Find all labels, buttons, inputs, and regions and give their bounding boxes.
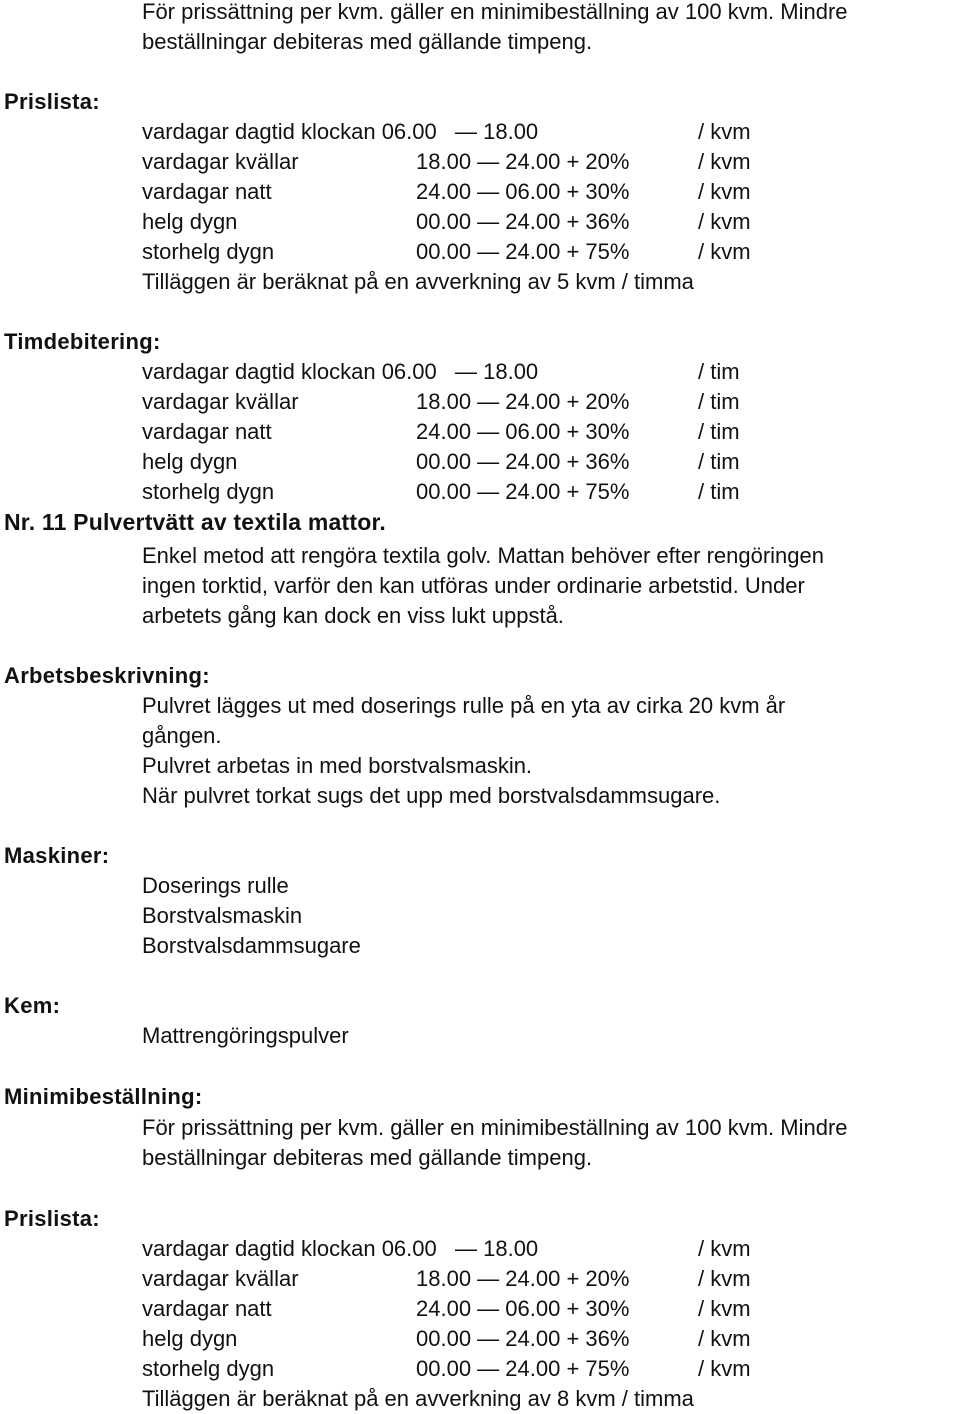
machine-item: Doserings rulle — [142, 873, 289, 898]
price-unit: / kvm — [698, 209, 751, 234]
hourly-time: 24.00 — 06.00 + 30% — [416, 419, 630, 444]
price-label: vardagar natt — [142, 1296, 272, 1321]
price-row — [0, 1354, 960, 1384]
intro-line: beställningar debiteras med gällande timpeng. — [142, 29, 593, 54]
hourly-unit: / tim — [698, 359, 740, 384]
price-label: vardagar kvällar — [142, 149, 299, 174]
kem-heading: Kem: — [4, 993, 61, 1018]
machine-item: Borstvalsmaskin — [142, 903, 303, 928]
work-description-line: Pulvret arbetas in med borstvalsmaskin. — [142, 753, 533, 778]
hourly-time: 00.00 — 24.00 + 75% — [416, 479, 630, 504]
price-label: vardagar dagtid klockan 06.00 — [142, 1236, 437, 1261]
price-unit: / kvm — [698, 1296, 751, 1321]
price-time: 24.00 — 06.00 + 30% — [416, 179, 630, 204]
prislista-heading: Prislista: — [4, 89, 100, 114]
price-label: vardagar dagtid klockan 06.00 — [142, 119, 437, 144]
price-label: vardagar kvällar — [142, 1266, 299, 1291]
price-row — [0, 117, 960, 147]
prislista-note: Tilläggen är beräknat på en avverkning av 8 kvm / timma — [142, 1386, 694, 1411]
price-unit: / kvm — [698, 179, 751, 204]
hourly-unit: / tim — [698, 449, 740, 474]
arbetsbeskrivning-heading: Arbetsbeskrivning: — [4, 663, 210, 688]
minimibestallning-heading: Minimibeställning: — [4, 1084, 203, 1109]
hourly-unit: / tim — [698, 419, 740, 444]
hourly-row — [0, 477, 960, 507]
maskiner-heading: Maskiner: — [4, 843, 110, 868]
price-row — [0, 237, 960, 267]
price-time: 00.00 — 24.00 + 36% — [416, 209, 630, 234]
hourly-row — [0, 417, 960, 447]
work-description-line: När pulvret torkat sugs det upp med borstvalsdammsugare. — [142, 783, 721, 808]
hourly-label: vardagar kvällar — [142, 389, 299, 414]
minimum-order-line: beställningar debiteras med gällande timpeng. — [142, 1145, 593, 1170]
price-time: 00.00 — 24.00 + 75% — [416, 239, 630, 264]
hourly-label: vardagar natt — [142, 419, 272, 444]
intro-line: För prissättning per kvm. gäller en minimibeställning av 100 kvm. Mindre — [142, 0, 848, 24]
hourly-row — [0, 387, 960, 417]
price-unit: / kvm — [698, 1236, 751, 1261]
hourly-unit: / tim — [698, 479, 740, 504]
work-description-line: Pulvret lägges ut med doserings rulle på en yta av cirka 20 kvm år — [142, 693, 786, 718]
timdebitering-heading: Timdebitering: — [4, 329, 161, 354]
hourly-label: vardagar dagtid klockan 06.00 — [142, 359, 437, 384]
price-label: storhelg dygn — [142, 1356, 275, 1381]
hourly-label: storhelg dygn — [142, 479, 275, 504]
price-unit: / kvm — [698, 1326, 751, 1351]
price-unit: / kvm — [698, 1266, 751, 1291]
price-row — [0, 1264, 960, 1294]
price-unit: / kvm — [698, 239, 751, 264]
prislista-heading: Prislista: — [4, 1206, 100, 1231]
hourly-time: 18.00 — 24.00 + 20% — [416, 389, 630, 414]
price-label: helg dygn — [142, 1326, 238, 1351]
price-time: 00.00 — 24.00 + 36% — [416, 1326, 630, 1351]
hourly-time: — 18.00 — [455, 359, 539, 384]
price-row — [0, 147, 960, 177]
price-label: helg dygn — [142, 209, 238, 234]
work-description-line: gången. — [142, 723, 222, 748]
price-time: — 18.00 — [455, 119, 539, 144]
minimum-order-line: För prissättning per kvm. gäller en minimibeställning av 100 kvm. Mindre — [142, 1115, 848, 1140]
section-description-line: Enkel metod att rengöra textila golv. Mattan behöver efter rengöringen — [142, 543, 824, 568]
hourly-unit: / tim — [698, 389, 740, 414]
price-row — [0, 207, 960, 237]
hourly-label: helg dygn — [142, 449, 238, 474]
price-row — [0, 1234, 960, 1264]
price-time: 00.00 — 24.00 + 75% — [416, 1356, 630, 1381]
prislista-note: Tilläggen är beräknat på en avverkning av 5 kvm / timma — [142, 269, 694, 294]
hourly-row — [0, 447, 960, 477]
price-row — [0, 1294, 960, 1324]
price-row — [0, 177, 960, 207]
hourly-time: 00.00 — 24.00 + 36% — [416, 449, 630, 474]
price-row — [0, 1324, 960, 1354]
machine-item: Borstvalsdammsugare — [142, 933, 361, 958]
section-title: Nr. 11 Pulvertvätt av textila mattor. — [4, 509, 386, 535]
price-unit: / kvm — [698, 119, 751, 144]
price-time: 18.00 — 24.00 + 20% — [416, 1266, 630, 1291]
price-time: — 18.00 — [455, 1236, 539, 1261]
price-unit: / kvm — [698, 1356, 751, 1381]
price-time: 18.00 — 24.00 + 20% — [416, 149, 630, 174]
section-description-line: arbetets gång kan dock en viss lukt uppstå. — [142, 603, 564, 628]
price-label: storhelg dygn — [142, 239, 275, 264]
price-time: 24.00 — 06.00 + 30% — [416, 1296, 630, 1321]
price-unit: / kvm — [698, 149, 751, 174]
section-description-line: ingen torktid, varför den kan utföras under ordinarie arbetstid. Under — [142, 573, 805, 598]
chemical-item: Mattrengöringspulver — [142, 1023, 349, 1048]
hourly-row — [0, 357, 960, 387]
price-label: vardagar natt — [142, 179, 272, 204]
